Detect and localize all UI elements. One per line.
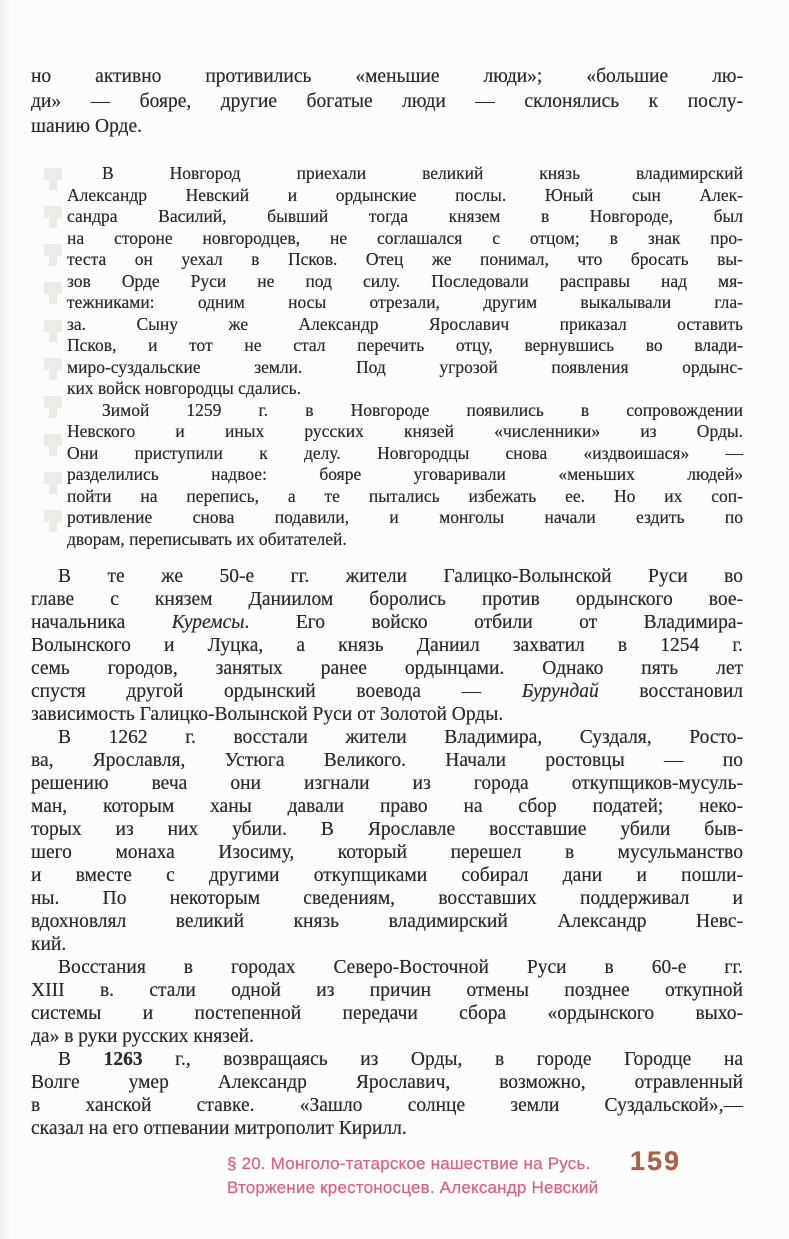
text-line: Невского и иных русских князей «численники» из Орды. <box>67 421 743 441</box>
text-line: сандра Василий, бывший тогда князем в Новгороде, был <box>67 206 743 226</box>
body-paragraph-uprisings-1262 <box>31 726 743 956</box>
text-line: зависимость Галицко-Волынской Руси от Золотой Орды. <box>31 704 504 725</box>
text-line: В те же 50-е гг. жители Галицко-Волынской Руси во <box>58 566 743 587</box>
text-line: семь городов, занятых ранее ордынцами. Однако пять лет <box>31 658 743 679</box>
text-line: сказал на его отпевании митрополит Кирилл. <box>31 1118 407 1139</box>
text-line: XIII в. стали одной из причин отмены позднее откупной <box>31 980 743 1001</box>
text-line: в ханской ставке. «Зашло солнце земли Суздальской»,— <box>31 1095 743 1116</box>
text-line: ких войск новгородцы сдались. <box>67 378 301 398</box>
text-line: дворам, переписывать их обитателей. <box>67 528 347 549</box>
text-line: начальника Куремсы. Его войско отбили от Владимира- <box>31 612 743 633</box>
text-line: Волынского и Луцка, а князь Даниил захватил в 1254 г. <box>31 635 743 656</box>
text-line: Волге умер Александр Ярославич, возможно, отравленный <box>31 1072 743 1093</box>
text-line: Восстания в городах Северо-Восточной Руси в 60-е гг. <box>58 957 743 978</box>
text-line: В 1263 г., возвращаясь из Орды, в городе Городце на <box>58 1049 743 1070</box>
text-line: торых из них убили. В Ярославле восставшие убили быв- <box>31 819 743 840</box>
text-line: за. Сыну же Александр Ярославич приказал оставить <box>67 313 743 334</box>
section-title-line-1: § 20. Монголо-татарское нашествие на Русь. <box>227 1154 591 1173</box>
text-line: ман, которым ханы давали право на сбор податей; неко- <box>31 796 743 817</box>
text-line: зов Орде Руси не под силу. Последовали расправы над мя- <box>67 270 743 291</box>
text-line: спустя другой ордынский воевода — Бурундай восстановил <box>31 681 743 702</box>
body-paragraph-uprisings-results <box>31 956 743 1048</box>
text-line: миро-суздальские земли. Под угрозой появления ордынс- <box>67 356 743 377</box>
text-line: шанию Орде. <box>31 116 143 137</box>
body-paragraph-galich <box>31 565 743 726</box>
body-paragraph-death-of-nevsky <box>31 1048 743 1140</box>
section-title-line-2: Вторжение крестоносцев. Александр Невский <box>227 1178 599 1197</box>
text-line: и вместе с другими откупщиками собирал дани и пошли- <box>31 865 743 886</box>
text-line: системы и постепенной передачи сбора «ордынского выхо- <box>31 1003 743 1024</box>
inset-passage-block <box>67 163 743 550</box>
text-line: В Новгород приехали великий князь владимирский <box>102 163 743 183</box>
text-line: да» в руки русских князей. <box>31 1026 254 1047</box>
page-number: 159 <box>630 1146 682 1176</box>
text-line: решению веча они изгнали из города откупщиков-мусуль- <box>31 773 743 794</box>
text-line: но активно противились «меньшие люди»; «большие лю- <box>31 66 743 87</box>
text-line: разделились надвое: бояре уговаривали «меньших людей» <box>67 464 743 484</box>
text-line: Зимой 1259 г. в Новгороде появились в сопровождении <box>102 399 743 420</box>
text-line: ны. По некоторым сведениям, восставших поддерживал и <box>31 888 743 909</box>
text-line: на стороне новгородцев, не соглашался с отцом; в знак про- <box>67 227 743 248</box>
text-line: кий. <box>31 934 67 955</box>
text-line: ди» — бояре, другие богатые люди — склонялись к послу- <box>31 91 743 112</box>
body-paragraph-intro <box>31 64 743 139</box>
page-gutter-shadow <box>0 0 10 1239</box>
page-footer <box>227 1146 747 1200</box>
text-line: Александр Невский и ордынские послы. Юный сын Алек- <box>67 184 743 205</box>
text-line: теста он уехал в Псков. Отец же понимал, что бросать вы- <box>67 249 743 269</box>
page-text-column <box>31 64 743 1140</box>
running-section-title <box>227 1152 632 1200</box>
text-line: ротивление снова подавили, и монголы начали ездить по <box>67 507 743 527</box>
text-line: Они приступили к делу. Новгородцы снова «издвоишася» — <box>67 442 743 463</box>
text-line: тежниками: одним носы отрезали, другим выкалывали гла- <box>67 292 743 312</box>
text-line: главе с князем Даниилом боролись против ордынского вое- <box>31 589 743 610</box>
text-line: Псков, и тот не стал перечить отцу, вернувшись во влади- <box>67 335 743 355</box>
inset-paragraph-novgorod <box>67 163 743 400</box>
text-line: В 1262 г. восстали жители Владимира, Суздаля, Росто- <box>58 727 743 748</box>
text-line: шего монаха Изосиму, который перешел в мусульманство <box>31 842 743 863</box>
inset-paragraph-census <box>67 400 743 551</box>
text-line: пойти на перепись, а те пытались избежать ее. Но их соп- <box>67 485 743 506</box>
text-line: вдохновлял великий князь владимирский Александр Невс- <box>31 911 743 932</box>
text-line: ва, Ярославля, Устюга Великого. Начали ростовцы — по <box>31 750 743 771</box>
